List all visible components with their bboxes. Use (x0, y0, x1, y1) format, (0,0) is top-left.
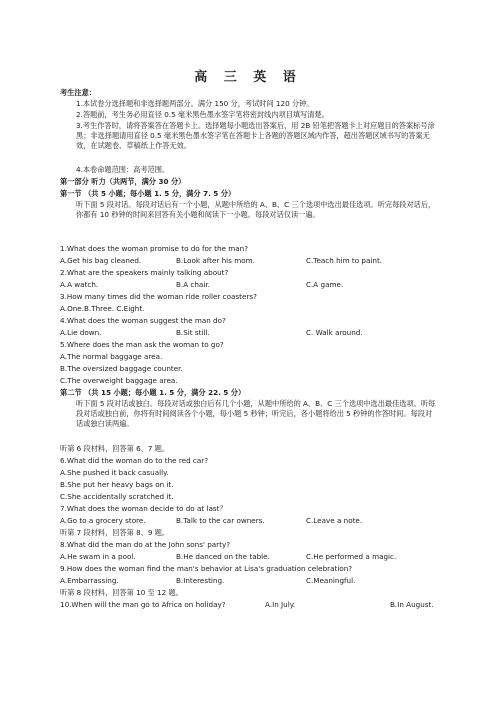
part1-heading: 第一部分 听力（共两节，满分 30 分） (60, 177, 186, 186)
option-a: A.Embarrassing. (60, 576, 119, 585)
option-b: B.Look after his mom. (176, 256, 255, 265)
question-stem: 6.What did the woman do to the red car? (60, 456, 209, 465)
question-stem: 1.What does the woman promise to do for the man? (60, 244, 249, 253)
section2-heading: 第二节 （共 15 小题；每小题 1. 5 分，满分 22. 5 分） (60, 388, 246, 397)
notice-item (60, 121, 438, 151)
question-stem: 8.What did the man do at the John sons' party? (60, 540, 231, 549)
option-c: C.A game. (306, 280, 344, 289)
question-stem: 2.What are the speakers mainly talking about? (60, 268, 229, 277)
option-b: B.Sit still. (176, 328, 210, 337)
option-c: C.Teach him to paint. (306, 256, 383, 265)
section1-heading: 第一节 （共 5 小题；每小题 1. 5 分，满分 7. 5 分） (60, 189, 236, 198)
notice-item: 1.本试卷分选择题和非选择题两部分。满分 150 分，考试时间 120 分钟。 (76, 99, 314, 108)
option-a: A.Lie down. (60, 328, 102, 337)
option-a: A.She pushed it back casually. (60, 468, 169, 477)
question-stem: 10.When will the man go to Africa on holiday? (60, 600, 226, 609)
option-a: A.He swam in a pool. (60, 552, 136, 561)
option-b: B.She put her heavy bags on it. (60, 480, 174, 489)
question-stem: 7.What does the woman decide to do at last？ (60, 504, 227, 513)
material-note: 听第 7 段材料，回答第 8、9 题。 (60, 528, 170, 537)
option-b: B.He danced on the table. (176, 552, 270, 561)
question-stem: 4.What does the woman suggest the man do? (60, 316, 226, 325)
question-stem: 9.How does the woman find the man's behavior at Lisa's graduation celebration? (60, 564, 353, 573)
option-b: B.A chair. (176, 280, 210, 289)
notice-item: 4.本卷命题范围：高考范围。 (76, 165, 170, 174)
option-a: A.Go to a grocery store. (60, 516, 146, 525)
option-b: B.Interesting. (176, 576, 225, 585)
option-c: C.The overweight baggage area. (60, 376, 178, 385)
question-stem: 3.How many times did the woman ride roller coasters? (60, 292, 257, 301)
option-b: B.Talk to the car owners. (176, 516, 265, 525)
option-c: C.Leave a note. (306, 516, 363, 525)
option-a: A.The normal baggage area. (60, 352, 163, 361)
option-c: C.Meaningful. (306, 576, 356, 585)
question-options: A.One.B.Three. C.Eight. (60, 304, 145, 313)
material-note: 听第 8 段材料，回答第 10 至 12 题。 (60, 588, 183, 597)
notice-item-text: 3.考生作答时，请将答案答在答题卡上。选择题每小题选出答案后，用 2B 铅笔把答题卡上对应题目的答案标号涂黑；非选择题请用直径 0.5 毫米黑色墨水签字笔在答题卡上各题的答题区域内作答，超出答题区域书写的答案无效，在试题卷、草稿纸上作答无效。 (76, 121, 435, 150)
option-b: B.In August. (390, 600, 434, 609)
page-title: 高 三 英 语 (194, 70, 302, 85)
section2-instructions (60, 399, 438, 429)
notice-heading: 考生注意： (60, 88, 96, 97)
option-a: A.A watch. (60, 280, 99, 289)
option-a: A.Get his bag cleaned. (60, 256, 142, 265)
option-c: C.She accidentally scratched it. (60, 492, 174, 501)
option-a: A.In July. (265, 600, 296, 609)
notice-item: 2.答题前，考生务必用直径 0.5 毫米黑色墨水签字笔将密封线内项目填写清楚。 (76, 110, 329, 119)
option-c: C.He performed a magic. (306, 552, 397, 561)
question-stem: 5.Where does the man ask the woman to go? (60, 340, 224, 349)
section2-instructions-text: 听下面 5 段对话或独白。每段对话或独白后有几个小题，从题中所给的 A、B、C 三个选项中选出最佳选项。听每段对话或独白前，你将有时间阅读各个小题，每小题 5 秒钟；听完后，各小题将给出 5 秒钟的作答时间。每段对话或独白读两遍。 (76, 399, 436, 428)
section1-instructions-text: 听下面 5 段对话。每段对话后有一个小题，从题中所给的 A、B、C 三个选项中选出最佳选项。听完每段对话后，你都有 10 秒钟的时间来回答有关小题和阅读下一小题。每段对话仅读一遍。 (76, 200, 436, 219)
option-c: C. Walk around. (306, 328, 363, 337)
option-b: B.The oversized baggage counter. (60, 364, 183, 373)
material-note: 听第 6 段材料，回答第 6、7 题。 (60, 444, 170, 453)
section1-instructions (60, 200, 438, 220)
